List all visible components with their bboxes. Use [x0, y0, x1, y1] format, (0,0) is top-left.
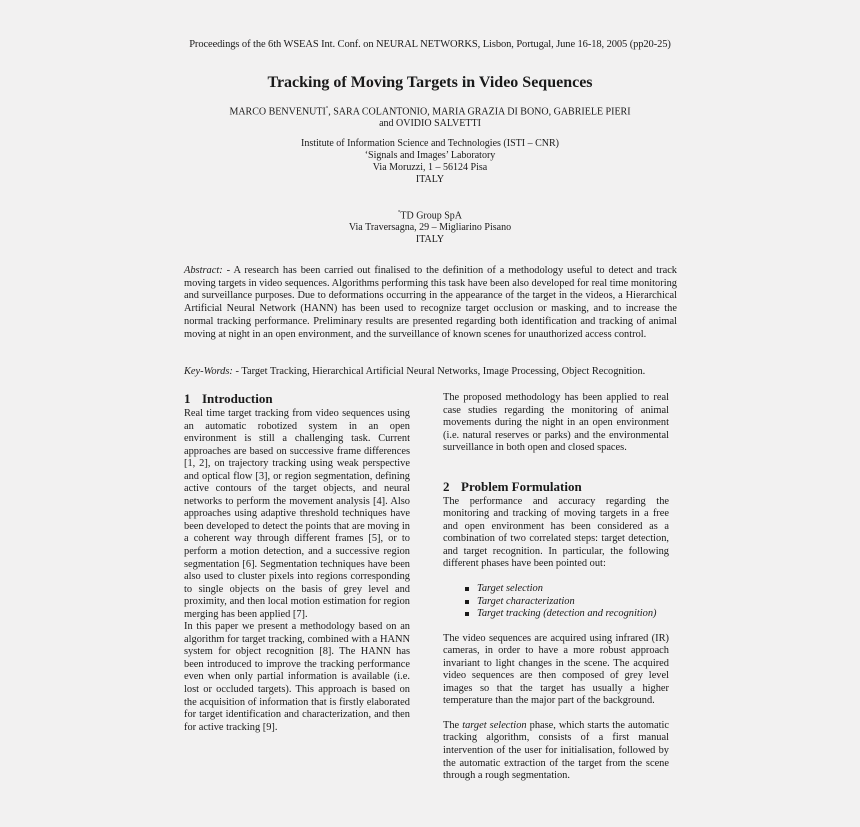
emphasis: target selection [462, 719, 527, 731]
author-line-1 [0, 103, 860, 118]
abstract-text: - A research has been carried out finalised to the definition of a methodology useful to detect and track moving targets in video sequences. Algorithms performing this task have been also developed for real time monitoring and surveillance purposes. Due to deformations occurring in the appearance of the target in the videos, a Hierarchical Artificial Neural Network (HANN) has been used to recognize target occlusion or masking, and to increase the normal tracking performance. Preliminary results are presented regarding both identification and tracking of animal moving at night in an open environment, and the surveillance of known scenes for unauthorized access control. [184, 265, 677, 340]
list-item: Target tracking (detection and recognition) [443, 608, 669, 621]
author-line-2: and OVIDIO SALVETTI [379, 118, 481, 130]
abstract [184, 265, 677, 341]
intro-paragraph-2: In this paper we present a methodology based on an algorithm for target tracking, combined with a HANN system for object recognition [8]. The HANN has been introduced to improve the tracking performance even when only partial information is available (i.e. lost or occluded targets). This approach is based on the acquisition of information that is firstly elaborated for target identification and characterization, and then for active tracking [9]. [184, 621, 410, 733]
section-number: 2 [443, 478, 450, 494]
phase-list [443, 583, 669, 621]
list-item: Target characterization [443, 596, 669, 609]
affiliation-marker: ° [325, 106, 329, 112]
author-first: MARCO BENVENUTI [229, 106, 326, 118]
section-title: Introduction [202, 391, 273, 406]
author-rest: , SARA COLANTONIO, MARIA GRAZIA DI BONO, GABRIELE PIERI [328, 106, 631, 118]
problem-paragraph-1: The performance and accuracy regarding the monitoring and tracking of moving targets in a free and open environment has been considered as a combination of two correlated steps: target detection, and target recognition. In particular, the following different phases have been pointed out: [443, 495, 669, 570]
bullet-icon [465, 600, 469, 604]
abstract-label: Abstract: [184, 265, 223, 276]
left-column [184, 392, 410, 734]
affiliation-isti [0, 138, 860, 186]
problem-paragraph-3: The target selection phase, which starts the automatic tracking algorithm, consists of a first manual intervention of the user for initialisation, followed by the automatic extraction of the target from the scene through a rough segmentation. [443, 719, 669, 782]
affiliation-name: TD Group SpA [400, 210, 463, 222]
intro-paragraph-1: Real time target tracking from video sequences using an automatic robotized system in an open environment is still a challenging task. Current approaches are based on successive frame differences [1, 2], on trajectory tracking using weak perspective and optical flow [3], or region segmentation, defining active contours of the target objects, and neural networks to perform the movement analysis [4]. Also approaches using adaptive threshold techniques have been developed to detect the points that are moving in a coherent way through different frames [5], or to perform a motion detection, and a successive region segmentation [6]. Segmentation techniques have been also used to cluster pixels into regions corresponding to single objects on the basis of grey level and proximity, and then local motion estimation for region merging has been applied [7]. [184, 408, 410, 620]
affiliation-line: Via Traversagna, 29 – Migliarino Pisano [348, 222, 512, 234]
section-title: Problem Formulation [461, 478, 582, 494]
problem-paragraph-2: The video sequences are acquired using infrared (IR) cameras, in order to have a more robust approach invariant to light changes in the scene. The acquired video sequences are then composed of grey level images so that the target has usually a higher temperature than the major part of the background. [443, 632, 669, 707]
bullet-icon [465, 587, 469, 591]
affiliation-line: Via Moruzzi, 1 – 56124 Pisa [372, 162, 488, 173]
right-column [443, 392, 669, 783]
section-number: 1 [184, 391, 191, 406]
list-item: Target selection [443, 583, 669, 596]
proceedings-header: Proceedings of the 6th WSEAS Int. Conf. on NEURAL NETWORKS, Lisbon, Portugal, June 16-18, 2005 (pp20-25) [189, 39, 671, 50]
section-2-heading [443, 480, 669, 494]
bullet-icon [465, 612, 469, 616]
keywords-label: Key-Words: [184, 366, 233, 377]
section-1-heading [184, 392, 410, 406]
keywords [184, 366, 677, 379]
paper-title: Tracking of Moving Targets in Video Sequences [267, 74, 593, 91]
affiliation-line [0, 207, 860, 222]
affiliation-marker: ° [397, 210, 401, 216]
affiliation-line: ITALY [415, 174, 445, 185]
author-list [0, 103, 860, 130]
intro-paragraph-3: The proposed methodology has been applied to real case studies regarding the monitoring of animal movements during the night in an open environment (i.e. natural reserves or parks) and the environmental surveillance in both open and closed spaces. [443, 392, 669, 454]
keywords-text: - Target Tracking, Hierarchical Artificial Neural Networks, Image Processing, Object Recognition. [232, 366, 646, 377]
affiliation-line: ITALY [415, 234, 445, 246]
affiliation-line: ‘Signals and Images’ Laboratory [364, 150, 496, 161]
affiliation-line: Institute of Information Science and Technologies (ISTI – CNR) [301, 138, 559, 149]
affiliation-td-group [0, 207, 860, 246]
